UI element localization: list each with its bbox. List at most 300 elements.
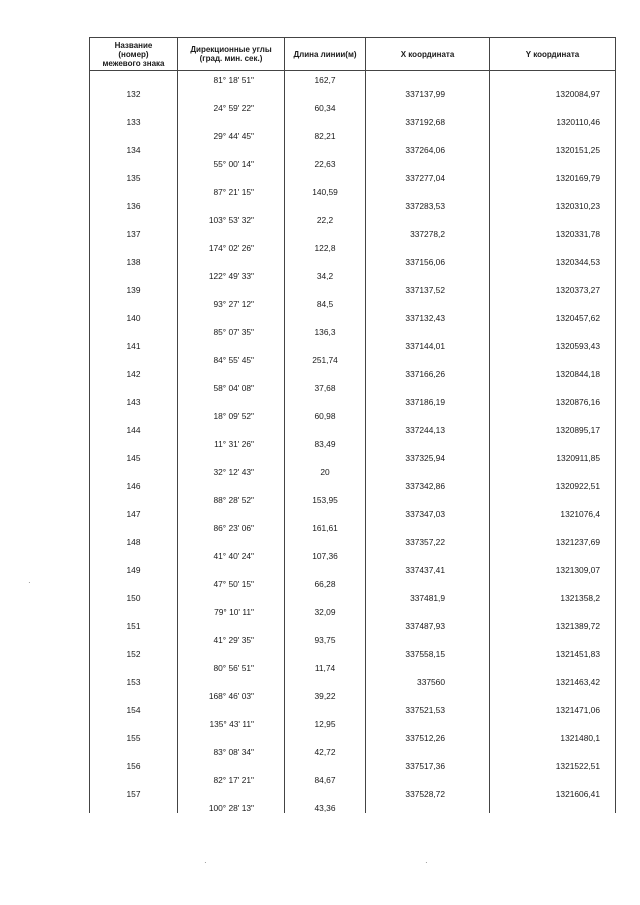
header-x: X координата: [366, 38, 490, 71]
cell-y-coordinate: [490, 491, 616, 505]
header-name-line1: Название: [114, 40, 153, 50]
cell-x-coordinate: [366, 351, 490, 365]
cell-x-coordinate: [366, 659, 490, 673]
cell-direction-angle: 174° 02' 26": [178, 239, 285, 253]
table-row-segment: [90, 715, 616, 729]
header-name-line2: (номер): [118, 49, 149, 59]
cell-point-name: 134: [90, 141, 178, 155]
cell-direction-angle: [178, 757, 285, 771]
cell-y-coordinate: 1320310,23: [490, 197, 616, 211]
cell-line-length: 43,36: [285, 799, 366, 813]
cell-direction-angle: 168° 46' 03": [178, 687, 285, 701]
cell-y-coordinate: [490, 351, 616, 365]
cell-point-name: 150: [90, 589, 178, 603]
cell-line-length: [285, 673, 366, 687]
cell-y-coordinate: [490, 267, 616, 281]
cell-x-coordinate: 337283,53: [366, 197, 490, 211]
cell-direction-angle: [178, 393, 285, 407]
cell-line-length: [285, 225, 366, 239]
cell-point-name: 142: [90, 365, 178, 379]
cell-line-length: 82,21: [285, 127, 366, 141]
cell-x-coordinate: [366, 183, 490, 197]
cell-direction-angle: 103° 53' 32": [178, 211, 285, 225]
boundary-coordinates-table: [89, 37, 616, 813]
cell-line-length: 84,5: [285, 295, 366, 309]
cell-direction-angle: [178, 785, 285, 799]
cell-line-length: 136,3: [285, 323, 366, 337]
cell-point-name: [90, 547, 178, 561]
cell-x-coordinate: [366, 239, 490, 253]
cell-y-coordinate: 1320876,16: [490, 393, 616, 407]
table-row-point: [90, 617, 616, 631]
header-length: Длина линии(м): [285, 38, 366, 71]
cell-direction-angle: 82° 17' 21": [178, 771, 285, 785]
cell-y-coordinate: [490, 715, 616, 729]
cell-point-name: 151: [90, 617, 178, 631]
cell-y-coordinate: 1320151,25: [490, 141, 616, 155]
table-row-segment: [90, 295, 616, 309]
cell-point-name: [90, 463, 178, 477]
cell-direction-angle: 79° 10' 11": [178, 603, 285, 617]
cell-y-coordinate: 1320593,43: [490, 337, 616, 351]
cell-x-coordinate: [366, 99, 490, 113]
table-row-segment: [90, 127, 616, 141]
cell-direction-angle: [178, 197, 285, 211]
table-row-point: [90, 701, 616, 715]
cell-x-coordinate: 337244,13: [366, 421, 490, 435]
table-row-point: [90, 449, 616, 463]
cell-direction-angle: [178, 337, 285, 351]
cell-point-name: [90, 743, 178, 757]
cell-x-coordinate: [366, 491, 490, 505]
cell-direction-angle: 87° 21' 15": [178, 183, 285, 197]
table-row-point: [90, 337, 616, 351]
cell-line-length: 161,61: [285, 519, 366, 533]
cell-y-coordinate: [490, 379, 616, 393]
cell-point-name: [90, 687, 178, 701]
cell-line-length: 153,95: [285, 491, 366, 505]
cell-line-length: 22,2: [285, 211, 366, 225]
cell-line-length: [285, 561, 366, 575]
cell-direction-angle: 29° 44' 45": [178, 127, 285, 141]
cell-point-name: [90, 575, 178, 589]
cell-x-coordinate: [366, 575, 490, 589]
cell-y-coordinate: [490, 575, 616, 589]
cell-point-name: 138: [90, 253, 178, 267]
cell-point-name: 154: [90, 701, 178, 715]
cell-y-coordinate: [490, 295, 616, 309]
cell-direction-angle: 41° 29' 35": [178, 631, 285, 645]
cell-direction-angle: 83° 08' 34": [178, 743, 285, 757]
cell-y-coordinate: [490, 463, 616, 477]
cell-direction-angle: 11° 31' 26": [178, 435, 285, 449]
cell-point-name: 133: [90, 113, 178, 127]
table-header-row: [90, 38, 616, 71]
cell-point-name: 143: [90, 393, 178, 407]
cell-point-name: 146: [90, 477, 178, 491]
cell-direction-angle: [178, 141, 285, 155]
cell-x-coordinate: [366, 603, 490, 617]
cell-x-coordinate: [366, 71, 490, 86]
cell-x-coordinate: [366, 687, 490, 701]
cell-x-coordinate: [366, 631, 490, 645]
cell-y-coordinate: 1321463,42: [490, 673, 616, 687]
table-body: [90, 71, 616, 814]
cell-direction-angle: 24° 59' 22": [178, 99, 285, 113]
cell-direction-angle: [178, 645, 285, 659]
cell-line-length: [285, 449, 366, 463]
table-row-point: [90, 365, 616, 379]
cell-line-length: 42,72: [285, 743, 366, 757]
table-row-segment: [90, 603, 616, 617]
cell-direction-angle: [178, 477, 285, 491]
cell-x-coordinate: 337137,52: [366, 281, 490, 295]
cell-line-length: [285, 533, 366, 547]
table-row-point: [90, 85, 616, 99]
cell-y-coordinate: [490, 799, 616, 813]
cell-point-name: [90, 379, 178, 393]
table-row-segment: [90, 519, 616, 533]
cell-line-length: [285, 253, 366, 267]
cell-line-length: [285, 141, 366, 155]
table-row-segment: [90, 71, 616, 86]
table-row-point: [90, 421, 616, 435]
cell-x-coordinate: 337277,04: [366, 169, 490, 183]
cell-point-name: 156: [90, 757, 178, 771]
cell-y-coordinate: [490, 71, 616, 86]
cell-y-coordinate: 1320844,18: [490, 365, 616, 379]
cell-x-coordinate: 337437,41: [366, 561, 490, 575]
cell-line-length: 93,75: [285, 631, 366, 645]
cell-y-coordinate: 1320373,27: [490, 281, 616, 295]
cell-direction-angle: [178, 225, 285, 239]
cell-y-coordinate: 1321389,72: [490, 617, 616, 631]
cell-direction-angle: 93° 27' 12": [178, 295, 285, 309]
cell-line-length: 20: [285, 463, 366, 477]
cell-point-name: [90, 99, 178, 113]
cell-point-name: [90, 351, 178, 365]
cell-direction-angle: [178, 561, 285, 575]
cell-y-coordinate: 1321237,69: [490, 533, 616, 547]
cell-line-length: [285, 197, 366, 211]
cell-direction-angle: [178, 421, 285, 435]
table-row-point: [90, 141, 616, 155]
table-row-point: [90, 393, 616, 407]
table-row-segment: [90, 631, 616, 645]
cell-y-coordinate: 1321309,07: [490, 561, 616, 575]
table-row-segment: [90, 547, 616, 561]
cell-direction-angle: [178, 309, 285, 323]
cell-point-name: [90, 491, 178, 505]
table-row-segment: [90, 239, 616, 253]
cell-direction-angle: [178, 617, 285, 631]
table-row-point: [90, 113, 616, 127]
table-row-segment: [90, 155, 616, 169]
cell-point-name: 153: [90, 673, 178, 687]
cell-x-coordinate: 337166,26: [366, 365, 490, 379]
cell-direction-angle: 58° 04' 08": [178, 379, 285, 393]
cell-x-coordinate: [366, 379, 490, 393]
table-row-segment: [90, 687, 616, 701]
cell-x-coordinate: [366, 771, 490, 785]
cell-x-coordinate: [366, 715, 490, 729]
table-row-segment: [90, 183, 616, 197]
cell-y-coordinate: 1320457,62: [490, 309, 616, 323]
cell-y-coordinate: 1321358,2: [490, 589, 616, 603]
cell-x-coordinate: 337512,26: [366, 729, 490, 743]
cell-x-coordinate: [366, 435, 490, 449]
cell-point-name: [90, 127, 178, 141]
cell-point-name: [90, 323, 178, 337]
table-row-segment: [90, 351, 616, 365]
cell-line-length: [285, 617, 366, 631]
cell-direction-angle: 41° 40' 24": [178, 547, 285, 561]
cell-y-coordinate: [490, 99, 616, 113]
cell-y-coordinate: [490, 631, 616, 645]
cell-x-coordinate: 337342,86: [366, 477, 490, 491]
cell-line-length: 34,2: [285, 267, 366, 281]
cell-x-coordinate: 337481,9: [366, 589, 490, 603]
table-row-segment: [90, 435, 616, 449]
cell-y-coordinate: 1320922,51: [490, 477, 616, 491]
cell-point-name: 148: [90, 533, 178, 547]
cell-y-coordinate: 1321480,1: [490, 729, 616, 743]
table-row-segment: [90, 743, 616, 757]
cell-point-name: [90, 267, 178, 281]
cell-x-coordinate: 337517,36: [366, 757, 490, 771]
cell-direction-angle: [178, 281, 285, 295]
cell-line-length: 11,74: [285, 659, 366, 673]
cell-point-name: [90, 715, 178, 729]
table-row-point: [90, 757, 616, 771]
cell-line-length: [285, 169, 366, 183]
cell-y-coordinate: [490, 743, 616, 757]
cell-line-length: [285, 113, 366, 127]
table-row-point: [90, 561, 616, 575]
cell-line-length: [285, 757, 366, 771]
cell-x-coordinate: [366, 267, 490, 281]
cell-line-length: 22,63: [285, 155, 366, 169]
header-angle-line1: Дирекционные углы: [190, 45, 272, 54]
cell-x-coordinate: 337528,72: [366, 785, 490, 799]
cell-point-name: 144: [90, 421, 178, 435]
table-row-point: [90, 197, 616, 211]
cell-direction-angle: 100° 28' 13": [178, 799, 285, 813]
scan-speck: ·: [204, 858, 207, 867]
table-row-segment: [90, 267, 616, 281]
cell-point-name: [90, 71, 178, 86]
cell-direction-angle: [178, 85, 285, 99]
cell-direction-angle: 55° 00' 14": [178, 155, 285, 169]
cell-line-length: 12,95: [285, 715, 366, 729]
header-name: [90, 38, 178, 71]
cell-y-coordinate: [490, 547, 616, 561]
cell-direction-angle: [178, 449, 285, 463]
table-row-segment: [90, 463, 616, 477]
cell-y-coordinate: 1320169,79: [490, 169, 616, 183]
cell-y-coordinate: [490, 659, 616, 673]
cell-x-coordinate: 337325,94: [366, 449, 490, 463]
cell-point-name: 149: [90, 561, 178, 575]
cell-point-name: 147: [90, 505, 178, 519]
cell-y-coordinate: 1321471,06: [490, 701, 616, 715]
cell-y-coordinate: [490, 183, 616, 197]
cell-line-length: [285, 421, 366, 435]
cell-direction-angle: [178, 253, 285, 267]
cell-line-length: [285, 393, 366, 407]
cell-x-coordinate: [366, 127, 490, 141]
cell-line-length: 37,68: [285, 379, 366, 393]
cell-point-name: [90, 519, 178, 533]
table-row-point: [90, 785, 616, 799]
cell-point-name: 132: [90, 85, 178, 99]
cell-point-name: 155: [90, 729, 178, 743]
cell-line-length: [285, 729, 366, 743]
scan-speck: ·: [28, 578, 31, 587]
table-row-segment: [90, 771, 616, 785]
cell-direction-angle: 80° 56' 51": [178, 659, 285, 673]
cell-y-coordinate: 1321606,41: [490, 785, 616, 799]
table-row-segment: [90, 575, 616, 589]
cell-y-coordinate: [490, 323, 616, 337]
table-row-segment: [90, 323, 616, 337]
table-row-point: [90, 477, 616, 491]
cell-line-length: 107,36: [285, 547, 366, 561]
cell-point-name: [90, 631, 178, 645]
table-row-point: [90, 169, 616, 183]
cell-y-coordinate: 1320110,46: [490, 113, 616, 127]
table-row-segment: [90, 659, 616, 673]
cell-y-coordinate: 1320084,97: [490, 85, 616, 99]
cell-y-coordinate: [490, 687, 616, 701]
cell-x-coordinate: 337144,01: [366, 337, 490, 351]
cell-line-length: [285, 645, 366, 659]
table-row-point: [90, 253, 616, 267]
table-row-point: [90, 673, 616, 687]
table-row-point: [90, 589, 616, 603]
cell-x-coordinate: [366, 799, 490, 813]
cell-y-coordinate: 1320911,85: [490, 449, 616, 463]
cell-y-coordinate: [490, 239, 616, 253]
cell-y-coordinate: [490, 603, 616, 617]
cell-line-length: 32,09: [285, 603, 366, 617]
cell-point-name: 137: [90, 225, 178, 239]
cell-direction-angle: [178, 589, 285, 603]
cell-line-length: [285, 337, 366, 351]
cell-x-coordinate: 337558,15: [366, 645, 490, 659]
cell-line-length: [285, 785, 366, 799]
cell-direction-angle: 18° 09' 52": [178, 407, 285, 421]
header-angle-line2: (град. мин. сек.): [199, 54, 263, 63]
cell-line-length: 140,59: [285, 183, 366, 197]
cell-line-length: 251,74: [285, 351, 366, 365]
cell-point-name: 139: [90, 281, 178, 295]
table-row-segment: [90, 491, 616, 505]
header-y: Y координата: [490, 38, 616, 71]
cell-x-coordinate: [366, 155, 490, 169]
cell-point-name: [90, 799, 178, 813]
scan-speck: ·: [425, 858, 428, 867]
cell-x-coordinate: 337357,22: [366, 533, 490, 547]
cell-point-name: 140: [90, 309, 178, 323]
cell-line-length: 162,7: [285, 71, 366, 86]
table-row-segment: [90, 407, 616, 421]
cell-point-name: [90, 183, 178, 197]
cell-point-name: [90, 603, 178, 617]
cell-line-length: [285, 85, 366, 99]
cell-x-coordinate: 337137,99: [366, 85, 490, 99]
cell-direction-angle: 86° 23' 06": [178, 519, 285, 533]
cell-line-length: [285, 309, 366, 323]
cell-point-name: [90, 295, 178, 309]
cell-x-coordinate: [366, 743, 490, 757]
cell-y-coordinate: [490, 407, 616, 421]
cell-direction-angle: [178, 365, 285, 379]
cell-y-coordinate: 1320344,53: [490, 253, 616, 267]
table-row-point: [90, 505, 616, 519]
table-row-point: [90, 281, 616, 295]
cell-y-coordinate: [490, 771, 616, 785]
cell-y-coordinate: 1320331,78: [490, 225, 616, 239]
cell-point-name: 141: [90, 337, 178, 351]
table-row-segment: [90, 211, 616, 225]
cell-point-name: 135: [90, 169, 178, 183]
cell-y-coordinate: [490, 127, 616, 141]
cell-x-coordinate: [366, 547, 490, 561]
cell-x-coordinate: 337521,53: [366, 701, 490, 715]
cell-line-length: 66,28: [285, 575, 366, 589]
cell-point-name: 145: [90, 449, 178, 463]
cell-line-length: [285, 477, 366, 491]
cell-direction-angle: [178, 169, 285, 183]
cell-line-length: [285, 365, 366, 379]
table-row-point: [90, 309, 616, 323]
cell-y-coordinate: [490, 435, 616, 449]
cell-x-coordinate: 337347,03: [366, 505, 490, 519]
table-row-segment: [90, 99, 616, 113]
cell-direction-angle: 88° 28' 52": [178, 491, 285, 505]
cell-direction-angle: [178, 729, 285, 743]
cell-x-coordinate: [366, 407, 490, 421]
cell-x-coordinate: 337156,06: [366, 253, 490, 267]
cell-x-coordinate: 337487,93: [366, 617, 490, 631]
cell-x-coordinate: 337264,06: [366, 141, 490, 155]
cell-y-coordinate: 1320895,17: [490, 421, 616, 435]
cell-line-length: [285, 505, 366, 519]
cell-point-name: 157: [90, 785, 178, 799]
cell-x-coordinate: [366, 211, 490, 225]
cell-direction-angle: [178, 673, 285, 687]
cell-point-name: [90, 407, 178, 421]
cell-line-length: 60,34: [285, 99, 366, 113]
header-angle: [178, 38, 285, 71]
cell-line-length: 122,8: [285, 239, 366, 253]
cell-x-coordinate: [366, 463, 490, 477]
cell-direction-angle: 135° 43' 11": [178, 715, 285, 729]
cell-line-length: [285, 701, 366, 715]
cell-x-coordinate: 337560: [366, 673, 490, 687]
cell-direction-angle: 84° 55' 45": [178, 351, 285, 365]
cell-line-length: 60,98: [285, 407, 366, 421]
cell-direction-angle: 85° 07' 35": [178, 323, 285, 337]
cell-direction-angle: 81° 18' 51": [178, 71, 285, 86]
cell-line-length: [285, 589, 366, 603]
cell-point-name: 152: [90, 645, 178, 659]
cell-x-coordinate: [366, 519, 490, 533]
table-row-point: [90, 729, 616, 743]
cell-point-name: [90, 771, 178, 785]
cell-line-length: 84,67: [285, 771, 366, 785]
